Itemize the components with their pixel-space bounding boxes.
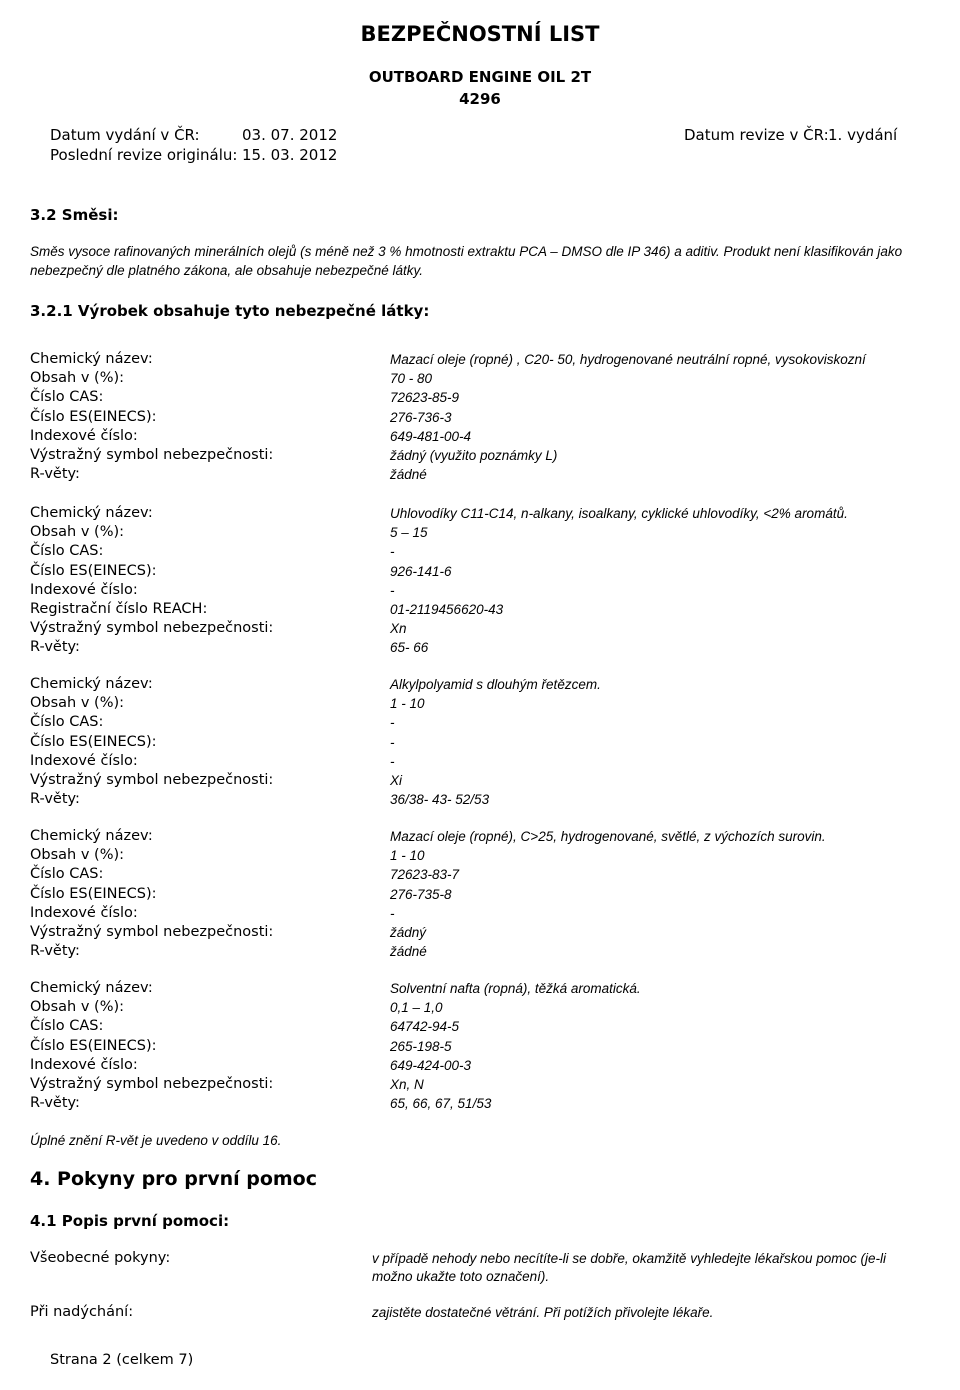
substance-field-label: Výstražný symbol nebezpečnosti: [30,1076,274,1092]
page-footer: Strana 2 (celkem 7) [50,1352,194,1368]
substance-field-value: Uhlovodíky C11-C14, n-alkany, isoalkany, cyklické uhlovodíky, <2% aromátů. [390,506,848,521]
substance-field-label: Číslo CAS: [30,543,104,560]
issue-date-value: 03. 07. 2012 [242,126,338,144]
substance-field-label: Indexové číslo: [30,1056,138,1073]
substance-field-label: Číslo ES(EINECS): [30,733,157,750]
substance-field-value: 65- 66 [390,640,429,656]
substance-field-value: 276-735-8 [390,886,452,902]
substance-field-label: Výstražný symbol nebezpečnosti: [30,447,274,463]
substance-field-label: Chemický název: [30,351,153,367]
original-revision-value: 15. 03. 2012 [242,146,338,164]
substance-field-label: Obsah v (%): [30,847,125,864]
substance-field-label: Číslo ES(EINECS): [30,1037,157,1054]
substance-field-label: Chemický název: [30,505,153,521]
substance-field-value: 0,1 – 1,0 [390,1000,443,1016]
revision-date-value: 1. vydání [828,126,898,144]
substance-field-value: 72623-85-9 [390,390,460,406]
substance-field-value: 1 - 10 [390,848,425,864]
substance-field-value: 36/38- 43- 52/53 [390,792,490,808]
mixture-description-line1: Směs vysoce rafinovaných minerálních olejů (s méně než 3 % hmotnosti extraktu PCA – DMSO dle IP 346) a aditiv. Produkt není klasifikován jako [30,244,903,259]
substance-field-label: Obsah v (%): [30,370,125,387]
substance-field-value: - [390,544,395,560]
issue-date-label: Datum vydání v ČR: [50,126,200,144]
substance-field-label: R-věty: [30,943,80,960]
substance-field-label: Chemický název: [30,828,153,844]
substance-field-label: R-věty: [30,466,80,483]
substance-field-label: Číslo ES(EINECS): [30,885,157,902]
substance-field-value: 65, 66, 67, 51/53 [390,1096,492,1112]
substance-field-value: žádný (využito poznámky L) [390,448,558,463]
section-4-heading: 4. Pokyny pro první pomoc [30,1168,317,1190]
substance-field-value: - [390,715,395,731]
product-name: OUTBOARD ENGINE OIL 2T [368,68,592,86]
substance-field-label: Indexové číslo: [30,752,138,769]
revision-date-label: Datum revize v ČR: [684,126,829,144]
substance-field-label: Obsah v (%): [30,999,125,1016]
substance-field-value: 70 - 80 [390,371,433,387]
substance-field-value: 265-198-5 [390,1038,452,1054]
aid-inhalation-value: zajistěte dostatečné větrání. Při potížích přivolejte lékaře. [372,1305,714,1320]
substance-field-value: Mazací oleje (ropné), C>25, hydrogenované, světlé, z výchozích surovin. [390,829,826,844]
aid-general-value: v případě nehody nebo necítíte-li se dobře, okamžitě vyhledejte lékařskou pomoc (je-li možno ukažte toto označení). [372,1251,887,1284]
substance-field-value: - [390,734,395,750]
substance-field-value: 649-424-00-3 [390,1057,472,1073]
substance-field-value: 5 – 15 [390,525,428,541]
substance-field-label: Číslo CAS: [30,866,104,883]
substance-field-label: Číslo CAS: [30,714,104,731]
substance-field-value: 276-736-3 [390,409,452,425]
section-3-2-heading: 3.2 Směsi: [30,206,119,224]
substance-field-label: Číslo ES(EINECS): [30,408,157,425]
substance-field-label: Výstražný symbol nebezpečnosti: [30,924,274,940]
substance-field-label: R-věty: [30,791,80,808]
substance-field-label: Číslo CAS: [30,1018,104,1035]
substance-field-label: Číslo ES(EINECS): [30,562,157,579]
substance-field-value: 649-481-00-4 [390,428,472,444]
substance-field-label: Indexové číslo: [30,904,138,921]
substance-field-value: - [390,905,395,921]
substance-field-value: - [390,582,395,598]
substance-field-label: Indexové číslo: [30,427,138,444]
substance-field-value: 64742-94-5 [390,1019,460,1035]
original-revision-label: Poslední revize originálu: [50,146,238,164]
substance-field-label: Obsah v (%): [30,695,125,712]
product-code: 4296 [459,90,501,108]
substance-field-value: Solventní nafta (ropná), těžká aromatická. [390,981,641,996]
substance-field-value: Xn [390,621,407,637]
substance-field-value: žádné [390,467,427,483]
substance-field-value: 72623-83-7 [390,867,460,883]
substance-field-value: Alkylpolyamid s dlouhým řetězcem. [390,677,601,692]
document-title: BEZPEČNOSTNÍ LIST [360,22,600,46]
substance-field-label: Chemický název: [30,980,153,996]
substance-field-value: žádný [390,925,427,940]
substance-field-label: Číslo CAS: [30,389,104,406]
substance-field-value: 926-141-6 [390,563,452,579]
substance-field-label: Registrační číslo REACH: [30,601,208,617]
substance-field-label: R-věty: [30,639,80,656]
r-phrases-note: Úplné znění R-vět je uvedeno v oddílu 16. [30,1133,282,1148]
substance-field-value: 01-2119456620-43 [390,602,504,617]
aid-general-label: Všeobecné pokyny: [30,1250,171,1266]
substance-field-value: Xn, N [390,1077,424,1092]
substance-field-value: Mazací oleje (ropné) , C20- 50, hydrogenované neutrální ropné, vysokoviskozní [390,352,866,367]
substance-field-label: Obsah v (%): [30,524,125,541]
substance-field-value: 1 - 10 [390,696,425,712]
substance-field-value: žádné [390,944,427,960]
mixture-description-line2: nebezpečný dle platného zákona, ale obsahuje nebezpečné látky. [30,263,424,278]
substance-field-value: - [390,753,395,769]
aid-inhalation-label: Při nadýchání: [30,1304,134,1320]
substance-field-label: Indexové číslo: [30,581,138,598]
substance-field-label: R-věty: [30,1095,80,1112]
substance-field-label: Výstražný symbol nebezpečnosti: [30,772,274,788]
substance-field-label: Chemický název: [30,676,153,692]
section-4-1-heading: 4.1 Popis první pomoci: [30,1212,230,1230]
substance-field-value: Xi [390,773,403,788]
section-3-2-1-heading: 3.2.1 Výrobek obsahuje tyto nebezpečné látky: [30,302,430,320]
substance-field-label: Výstražný symbol nebezpečnosti: [30,620,274,637]
